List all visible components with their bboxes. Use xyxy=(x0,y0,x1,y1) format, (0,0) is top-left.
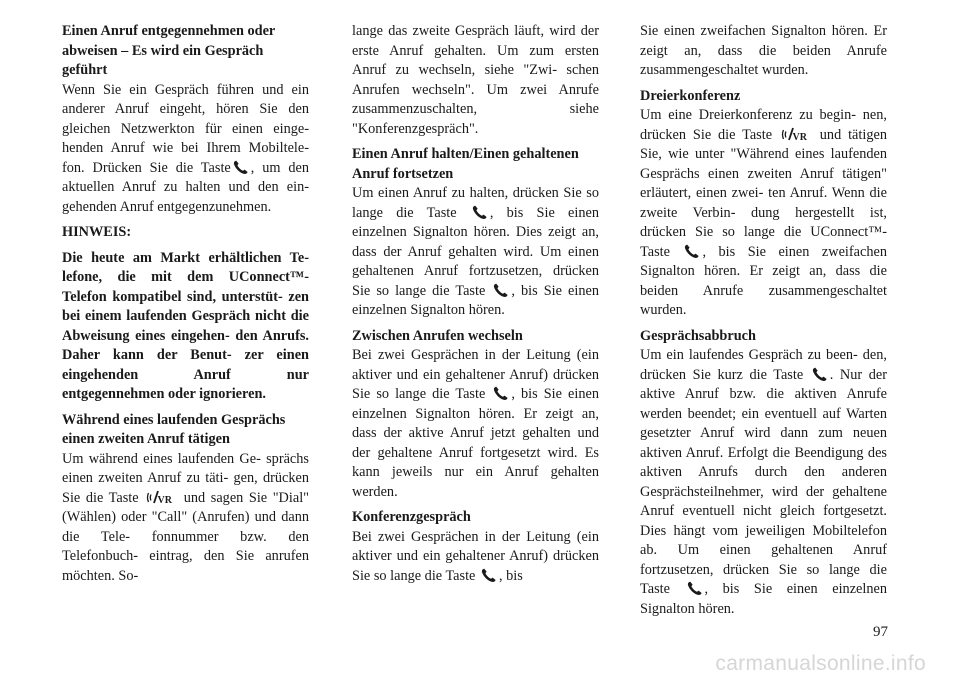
heading-answer-reject: Einen Anruf entgegennehmen oder abweisen – Es wird ein Gespräch geführt xyxy=(62,23,276,78)
phone-icon xyxy=(812,367,828,382)
note-label: HINWEIS: xyxy=(62,224,132,240)
phone-icon xyxy=(687,581,703,596)
heading-switch: Zwischen Anrufen wechseln xyxy=(352,327,523,344)
paragraph-answer-reject: Wenn Sie ein Gespräch führen und ein anderer Anruf eingeht, hören Sie den gleichen Netzwerkton für einen einge- henden Anruf wie bei Ihrem Mobiltele- fon. Drücken Sie die Taste , um den aktuellen Anruf zu halten und den ein- gehenden Anruf entgegenzunehmen. xyxy=(62,81,310,215)
paragraph-hold: Um einen Anruf zu halten, drücken Sie so lange die Taste , bis Sie einen einzelnen Signalton hören. Dies zeigt an, dass der Anruf gehalten wird. Um einen gehaltenen Anruf fortzusetzen, drücken Sie so lange die Taste , bis Sie einen einzelnen Signalton hören. xyxy=(352,185,599,318)
note-text: Die heute am Markt erhältlichen Te- lefone, die mit dem UConnect™- Telefon kompatibel sind, unterstüt- zen bei einem laufenden Gespräch nicht die Abweisung eines eingehen- den Anrufs. Daher kann der Benut- zer einen eingehenden Anruf nur entgegennehmen oder ignorieren. xyxy=(62,249,309,402)
heading-second-call: Während eines laufenden Gesprächs einen zweiten Anruf tätigen xyxy=(62,411,286,447)
phone-icon xyxy=(493,386,509,401)
column-left xyxy=(62,22,309,592)
paragraph-second-call: Um während eines laufenden Ge- sprächs einen zweiten Anruf zu täti- gen, drücken Sie die Taste VR und sagen Sie "Dial" (Wählen) oder "Call" (Anrufen) und dann die Tele- fonnummer bzw. den Telefonbuch- eintrag, den Sie anrufen möchten. So- xyxy=(62,450,310,584)
phone-icon xyxy=(472,205,488,220)
voice-command-icon xyxy=(781,127,811,142)
page-number: 97 xyxy=(873,624,888,640)
svg-text:VR: VR xyxy=(157,494,173,505)
paragraph-continuation-right: Sie einen zweifachen Signalton hören. Er zeigt an, dass die beiden Anrufe zusammengeschaltet wurden. xyxy=(640,23,887,78)
phone-icon xyxy=(233,160,249,175)
phone-icon xyxy=(493,283,509,298)
paragraph-hangup: Um ein laufendes Gespräch zu been- den, drücken Sie kurz die Taste . Nur der aktive Anruf bzw. die aktiven Anrufe werden beendet; ein eventuell auf Warten gesetzter Anruf wird dann zum neuen aktiven Anruf. Erfolgt die Beendigung des aktiven Anrufs durch den anderen Gesprächsteilnehmer, wird der gehaltene Anruf eventuell nicht gleich fortgesetzt. Dies hängt vom jeweiligen Mobiltelefon ab. Um einen gehaltenen Anruf fortzusetzen, drücken Sie so lange die Taste , bis Sie einen einzelnen Signalton hören. xyxy=(640,347,888,617)
heading-hangup: Gesprächsabbruch xyxy=(640,327,756,344)
phone-icon xyxy=(481,568,497,583)
svg-text:VR: VR xyxy=(792,131,807,142)
column-middle xyxy=(352,22,599,592)
paragraph-conference: Bei zwei Gesprächen in der Leitung (ein aktiver und ein gehaltener Anruf) drücken Sie so lange die Taste , bis xyxy=(352,528,599,584)
paragraph-three-way: Um eine Dreierkonferenz zu begin- nen, drücken Sie die Taste VR und tätigen Sie, wie unter "Während eines laufenden Gesprächs einen zweiten Anruf tätigen" erläutert, einen zwei- ten Anruf. Wenn die zweite Verbin- dung hergestellt ist, drücken Sie so lange die UConnect™-Taste , bis Sie einen zweifachen Signalton hören. Er zeigt an, dass die beiden Anrufe zusammengeschaltet wurden. xyxy=(640,107,887,318)
phone-icon xyxy=(684,244,700,259)
heading-conference: Konferenzgespräch xyxy=(352,509,471,525)
heading-three-way: Dreierkonferenz xyxy=(640,87,741,104)
watermark-link[interactable]: carmanualsonline.info xyxy=(715,652,926,675)
paragraph-continuation: lange das zweite Gespräch läuft, wird der erste Anruf gehalten. Um zum ersten Anruf zu wechseln, siehe "Zwi- schen Anrufen wechseln". Um zwei Anrufe zusammenzuschalten, siehe "Konferenzgespräch". xyxy=(352,23,599,137)
heading-hold: Einen Anruf halten/Einen gehaltenen Anruf fortsetzen xyxy=(352,146,579,182)
column-right xyxy=(640,22,887,625)
voice-command-icon xyxy=(146,490,176,505)
paragraph-switch: Bei zwei Gesprächen in der Leitung (ein aktiver und ein gehaltener Anruf) drücken Sie so lange die Taste , bis Sie einen einzelnen Signalton hören. Er zeigt an, dass der aktive Anruf jetzt gehalten und der gehaltene Anruf fortgesetzt wird. Es kann jeweils nur ein Anruf gehalten werden. xyxy=(352,347,599,500)
